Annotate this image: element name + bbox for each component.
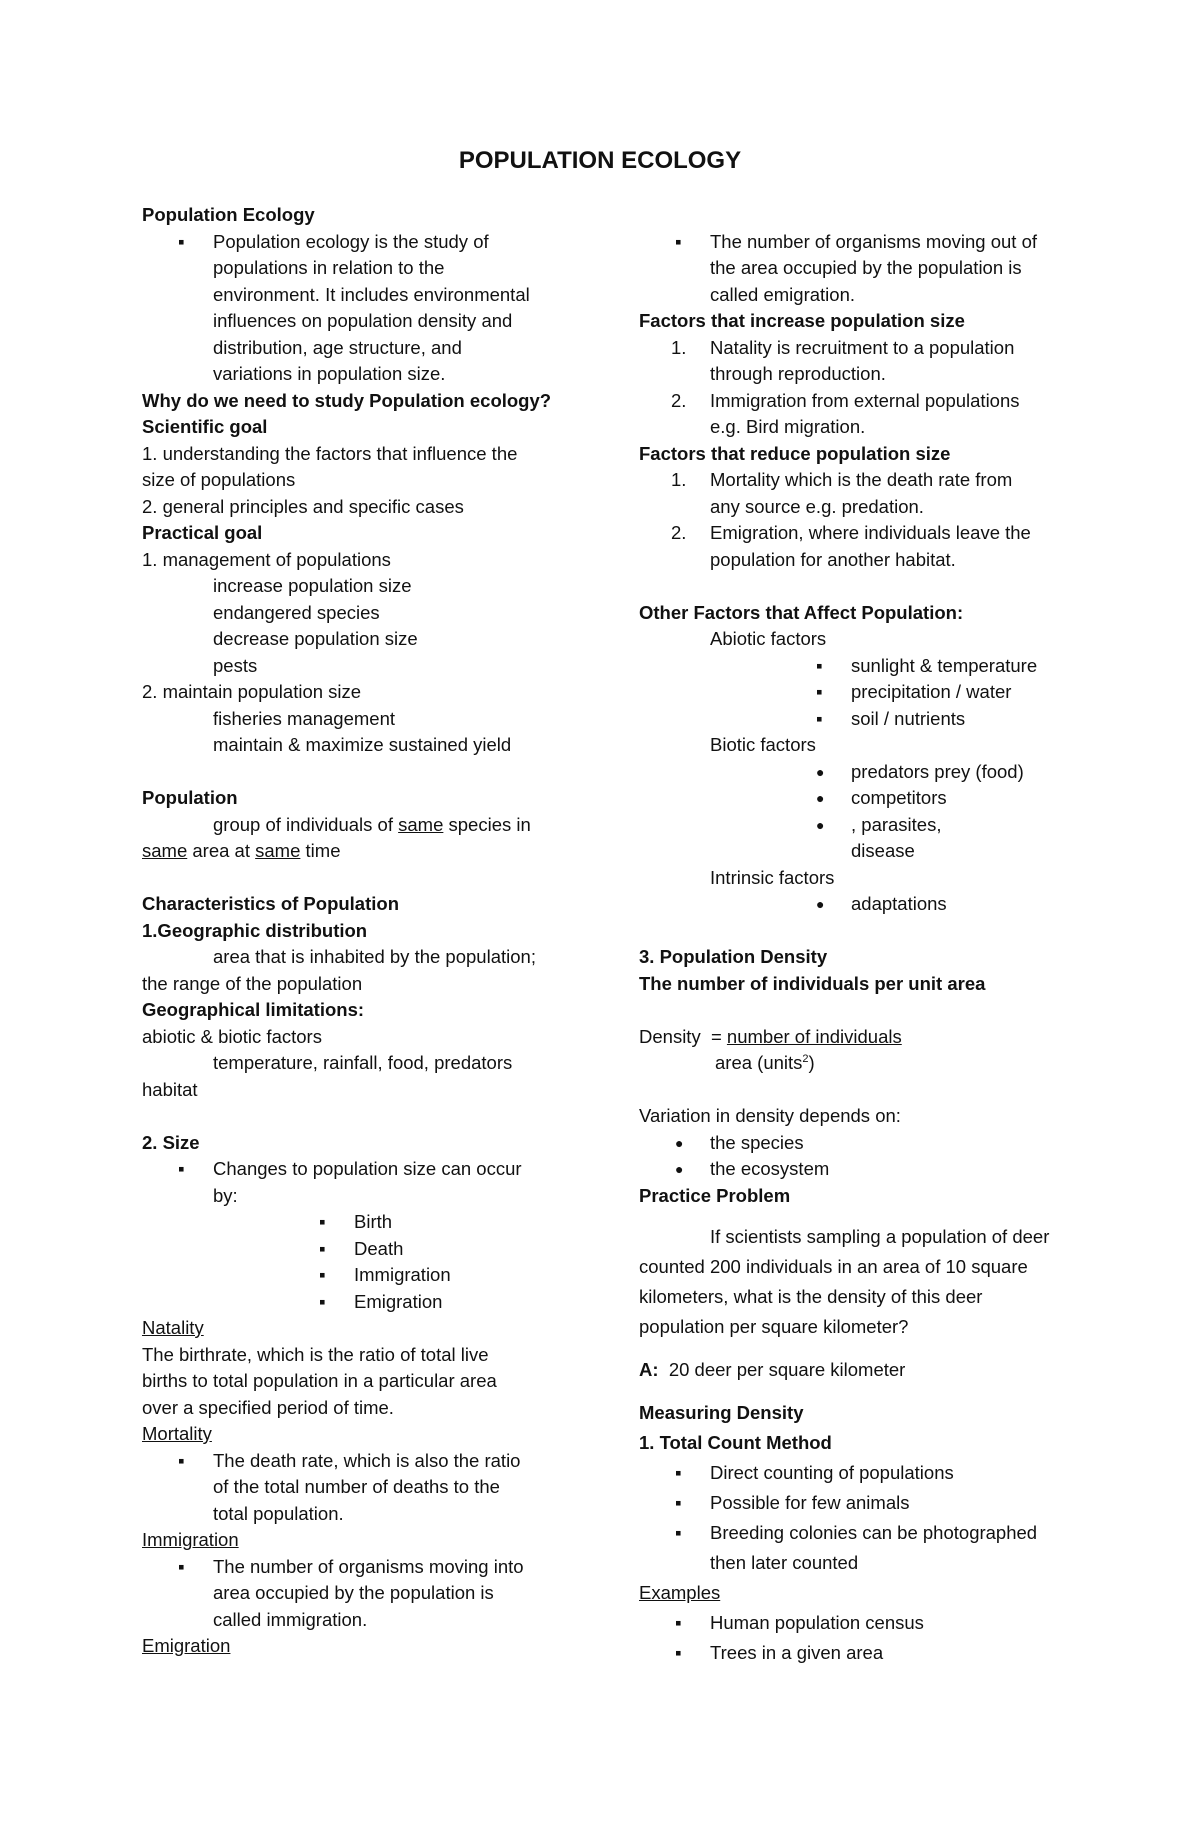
item-number: 1. bbox=[671, 336, 687, 358]
heading-practice-problem: Practice Problem bbox=[639, 1184, 791, 1206]
practical-item: pests bbox=[213, 654, 258, 676]
heading-emigration: Emigration bbox=[142, 1635, 231, 1656]
population-definition bbox=[142, 812, 597, 839]
density-formula bbox=[639, 1024, 1079, 1051]
superscript: 2 bbox=[802, 1052, 809, 1065]
immigration-line: ▪ The number of organisms moving into bbox=[142, 1554, 597, 1581]
answer-text: 20 deer per square kilometer bbox=[668, 1359, 906, 1380]
increase-item-cont: through reproduction. bbox=[710, 363, 886, 384]
problem-line: counted 200 individuals in an area of 10 square bbox=[639, 1256, 1028, 1277]
item-text: Emigration, where individuals leave the bbox=[710, 522, 1031, 543]
denominator-text: area (units bbox=[715, 1052, 803, 1073]
abiotic-item: ▪ soil / nutrients bbox=[639, 706, 1079, 733]
heading-immigration: Immigration bbox=[142, 1529, 239, 1550]
biotic-item: ● competitors bbox=[639, 785, 1079, 812]
immigration-line: area occupied by the population is bbox=[213, 1582, 494, 1603]
size-line: by: bbox=[213, 1184, 238, 1206]
biotic-item: ● , parasites, bbox=[639, 812, 1079, 839]
text-span: group of individuals of bbox=[213, 813, 399, 835]
heading-why-study: Why do we need to study Population ecology? bbox=[142, 389, 552, 411]
problem-line: kilometers, what is the density of this deer bbox=[639, 1286, 983, 1307]
example-item: ▪ Trees in a given area bbox=[639, 1638, 1079, 1668]
abiotic-item: ▪ precipitation / water bbox=[639, 679, 1079, 706]
definition-line: populations in relation to the bbox=[213, 257, 445, 278]
increase-item bbox=[639, 388, 1079, 415]
reduce-item-cont: any source e.g. predation. bbox=[710, 495, 924, 517]
definition-line: environment. It includes environmental bbox=[213, 283, 530, 305]
reduce-item-cont: population for another habitat. bbox=[710, 548, 956, 570]
formula-denominator bbox=[639, 1050, 1079, 1077]
size-line: ▪ Changes to population size can occur bbox=[142, 1156, 597, 1183]
intrinsic-label: Intrinsic factors bbox=[710, 866, 835, 888]
heading-factors-reduce: Factors that reduce population size bbox=[639, 442, 951, 464]
practical-goal-1: 1. management of populations bbox=[142, 548, 391, 570]
definition-line: variations in population size. bbox=[213, 363, 446, 384]
text-span: area at bbox=[187, 840, 256, 861]
heading-mortality: Mortality bbox=[142, 1423, 212, 1444]
heading-geographical-limitations: Geographical limitations: bbox=[142, 999, 365, 1020]
text-span: species in bbox=[443, 813, 531, 835]
total-count-item: ▪ Breeding colonies can be photographed bbox=[639, 1518, 1079, 1548]
heading-examples: Examples bbox=[639, 1582, 721, 1603]
abiotic-label: Abiotic factors bbox=[710, 628, 827, 649]
abiotic-item: ▪ sunlight & temperature bbox=[639, 653, 1079, 680]
variation-item: ● the ecosystem bbox=[639, 1156, 1079, 1183]
heading-measuring-density: Measuring Density bbox=[639, 1402, 804, 1423]
problem-line: population per square kilometer? bbox=[639, 1316, 909, 1337]
scientific-goal-line: 1. understanding the factors that influence the bbox=[142, 442, 518, 464]
formula-numerator: number of individuals bbox=[726, 1025, 902, 1047]
practical-goal-2: 2. maintain population size bbox=[142, 681, 362, 702]
definition-line: ▪ Population ecology is the study of bbox=[142, 229, 597, 256]
geo-line: area that is inhabited by the population; bbox=[213, 946, 536, 967]
immigration-line: called immigration. bbox=[213, 1608, 368, 1630]
text-span: time bbox=[300, 840, 341, 861]
size-item: ▪ Immigration bbox=[142, 1262, 597, 1289]
emigration-line: the area occupied by the population is bbox=[710, 257, 1022, 278]
practical-item: fisheries management bbox=[213, 707, 396, 729]
biotic-item: ● predators prey (food) bbox=[639, 759, 1079, 786]
heading-population-density: 3. Population Density bbox=[639, 946, 828, 967]
geolim-line: habitat bbox=[142, 1078, 198, 1100]
definition-line: distribution, age structure, and bbox=[213, 336, 462, 358]
answer-line bbox=[639, 1355, 1079, 1385]
heading-natality: Natality bbox=[142, 1317, 204, 1338]
natality-line: The birthrate, which is the ratio of total live bbox=[142, 1343, 489, 1365]
example-item: ▪ Human population census bbox=[639, 1608, 1079, 1638]
heading-size: 2. Size bbox=[142, 1131, 200, 1153]
right-column bbox=[639, 202, 1079, 1668]
size-item: ▪ Emigration bbox=[142, 1289, 597, 1316]
mortality-line: of the total number of deaths to the bbox=[213, 1476, 500, 1497]
underlined-word: same bbox=[255, 840, 301, 861]
density-subheading: The number of individuals per unit area bbox=[639, 972, 986, 994]
reduce-item bbox=[639, 467, 1079, 494]
scientific-goal-line: size of populations bbox=[142, 469, 296, 490]
scientific-goal-line: 2. general principles and specific cases bbox=[142, 495, 464, 517]
increase-item-cont: e.g. Bird migration. bbox=[710, 416, 866, 437]
heading-population: Population bbox=[142, 787, 238, 808]
biotic-item-cont: disease bbox=[851, 840, 915, 861]
practical-item: increase population size bbox=[213, 575, 412, 596]
total-count-item-cont: then later counted bbox=[710, 1552, 859, 1573]
emigration-line: ▪ The number of organisms moving out of bbox=[639, 229, 1079, 256]
natality-line: over a specified period of time. bbox=[142, 1396, 394, 1418]
increase-item bbox=[639, 335, 1079, 362]
item-text: Immigration from external populations bbox=[710, 389, 1020, 411]
total-count-item: ▪ Possible for few animals bbox=[639, 1488, 1079, 1518]
geo-line: the range of the population bbox=[142, 972, 363, 994]
mortality-line: total population. bbox=[213, 1502, 344, 1524]
heading-scientific-goal: Scientific goal bbox=[142, 416, 268, 437]
practical-item: maintain & maximize sustained yield bbox=[213, 734, 512, 755]
geolim-line: temperature, rainfall, food, predators bbox=[213, 1052, 513, 1073]
heading-other-factors: Other Factors that Affect Population: bbox=[639, 601, 964, 623]
item-number: 2. bbox=[671, 522, 687, 543]
size-item: ▪ Death bbox=[142, 1236, 597, 1263]
variation-heading: Variation in density depends on: bbox=[639, 1105, 901, 1126]
underlined-word: same bbox=[142, 840, 188, 861]
geolim-line: abiotic & biotic factors bbox=[142, 1025, 322, 1047]
intrinsic-item: ● adaptations bbox=[639, 891, 1079, 918]
heading-geographic-distribution: 1.Geographic distribution bbox=[142, 919, 368, 941]
biotic-label: Biotic factors bbox=[710, 734, 816, 755]
heading-total-count: 1. Total Count Method bbox=[639, 1432, 832, 1453]
practical-item: decrease population size bbox=[213, 628, 418, 649]
density-label: Density = bbox=[639, 1025, 727, 1047]
item-number: 2. bbox=[671, 389, 687, 411]
denominator-end: ) bbox=[808, 1052, 815, 1073]
heading-characteristics: Characteristics of Population bbox=[142, 893, 399, 914]
reduce-item bbox=[639, 520, 1079, 547]
emigration-line: called emigration. bbox=[710, 283, 855, 305]
natality-line: births to total population in a particular area bbox=[142, 1370, 497, 1391]
size-item: ▪ Birth bbox=[142, 1209, 597, 1236]
definition-line: influences on population density and bbox=[213, 310, 513, 331]
practical-item: endangered species bbox=[213, 601, 380, 623]
answer-label: A: bbox=[639, 1359, 659, 1380]
item-text: Natality is recruitment to a population bbox=[710, 336, 1015, 358]
page-title: POPULATION ECOLOGY bbox=[458, 147, 742, 174]
total-count-item: ▪ Direct counting of populations bbox=[639, 1458, 1079, 1488]
underlined-word: same bbox=[398, 813, 444, 835]
variation-item: ● the species bbox=[639, 1130, 1079, 1157]
item-number: 1. bbox=[671, 469, 687, 490]
population-definition bbox=[142, 838, 597, 865]
heading-population-ecology: Population Ecology bbox=[142, 204, 315, 225]
heading-practical-goal: Practical goal bbox=[142, 522, 263, 543]
heading-factors-increase: Factors that increase population size bbox=[639, 310, 965, 331]
item-text: Mortality which is the death rate from bbox=[710, 469, 1013, 490]
left-column bbox=[142, 202, 597, 1660]
mortality-line: ▪ The death rate, which is also the ratio bbox=[142, 1448, 597, 1475]
problem-line: If scientists sampling a population of deer bbox=[710, 1226, 1050, 1247]
